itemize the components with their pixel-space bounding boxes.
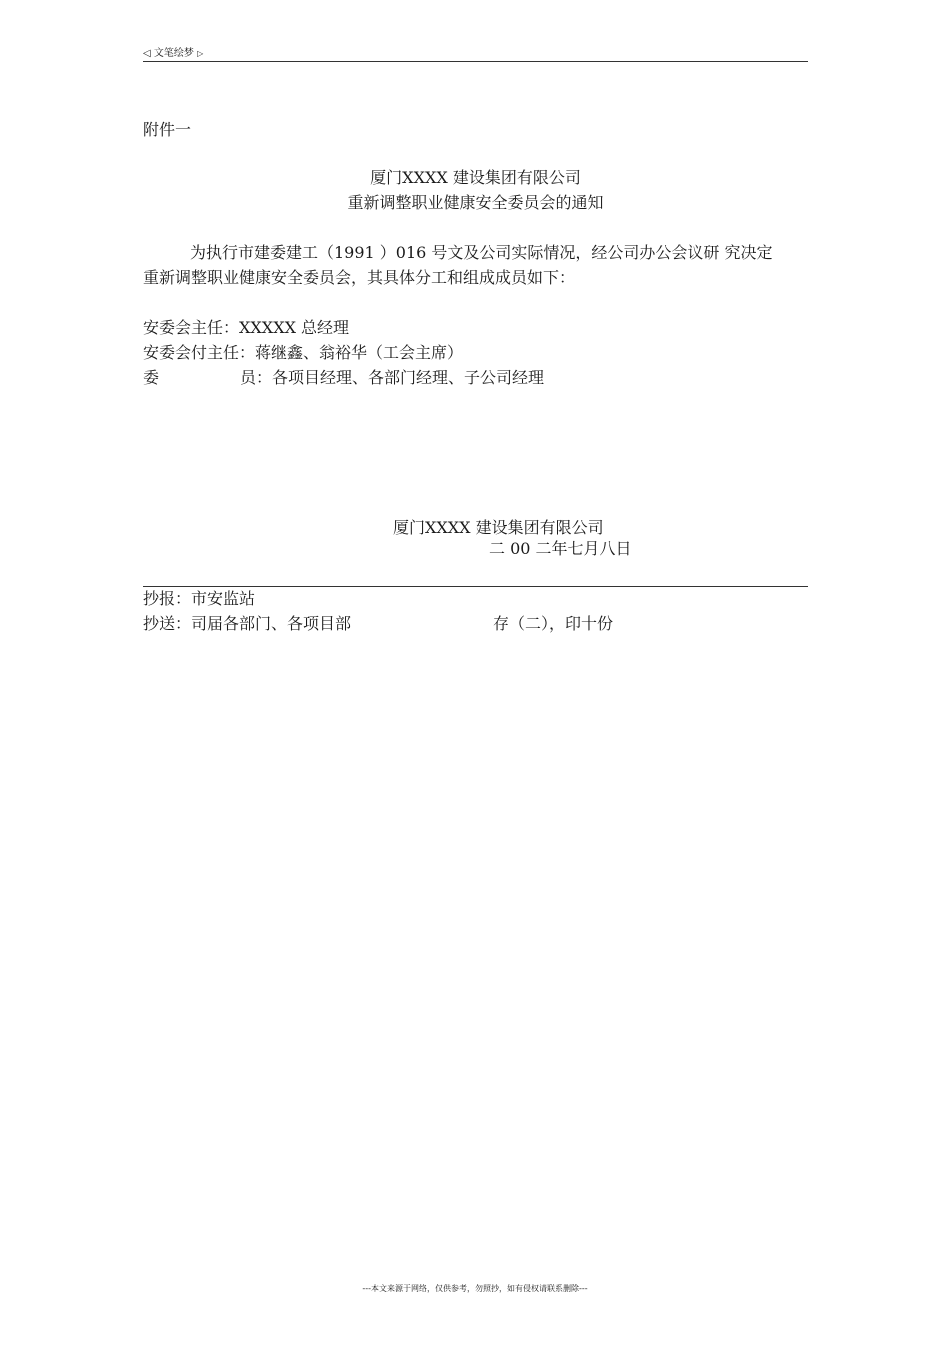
left-triangle-icon: ◁ <box>143 48 151 59</box>
page-footer: ---本文来源于网络，仅供参考，勿照抄，如有侵权请联系删除--- <box>362 1284 588 1293</box>
vice-chair-label: 安委会付主任： <box>143 343 256 362</box>
committee-member-row <box>240 368 544 388</box>
report-to-label: 抄报： <box>143 589 192 608</box>
report-to-value: 市安监站 <box>191 589 256 608</box>
chair-label: 安委会主任： <box>143 318 240 337</box>
distribution-divider <box>143 586 808 587</box>
document-title: 厦门XXXX 建设集团有限公司 <box>370 168 581 187</box>
signature-company: 厦门XXXX 建设集团有限公司 <box>393 518 604 537</box>
copy-to-label: 抄送： <box>143 614 192 633</box>
committee-chair-row <box>143 318 349 338</box>
copy-to-row <box>143 614 351 634</box>
attachment-label: 附件一 <box>143 120 192 139</box>
chair-value: XXXXX 总经理 <box>239 318 350 337</box>
header-text: 文笔绘梦 <box>153 48 194 59</box>
vice-chair-value: 蒋继鑫、翁裕华（工会主席） <box>255 343 464 362</box>
member-label-b: 员： <box>240 368 273 387</box>
document-subtitle: 重新调整职业健康安全委员会的通知 <box>347 193 604 212</box>
body-paragraph-line-1: 为执行市建委建工（1991 ）016 号文及公司实际情况，经公司办公会议研 究决定 <box>190 243 773 262</box>
right-triangle-icon: ▷ <box>197 49 204 58</box>
page-header <box>143 44 203 59</box>
signature-date: 二 00 二年七月八日 <box>489 539 632 558</box>
copy-to-value: 司届各部门、各项目部 <box>191 614 352 633</box>
committee-vice-chair-row <box>143 343 463 363</box>
body-paragraph-line-2: 重新调整职业健康安全委员会，其具体分工和组成成员如下： <box>143 268 576 287</box>
copies-note: 存（二），印十份 <box>493 614 614 633</box>
committee-member-label-a: 委 <box>143 368 160 387</box>
header-divider <box>143 61 808 62</box>
member-value: 各项目经理、各部门经理、子公司经理 <box>272 368 545 387</box>
report-to-row <box>143 589 255 609</box>
